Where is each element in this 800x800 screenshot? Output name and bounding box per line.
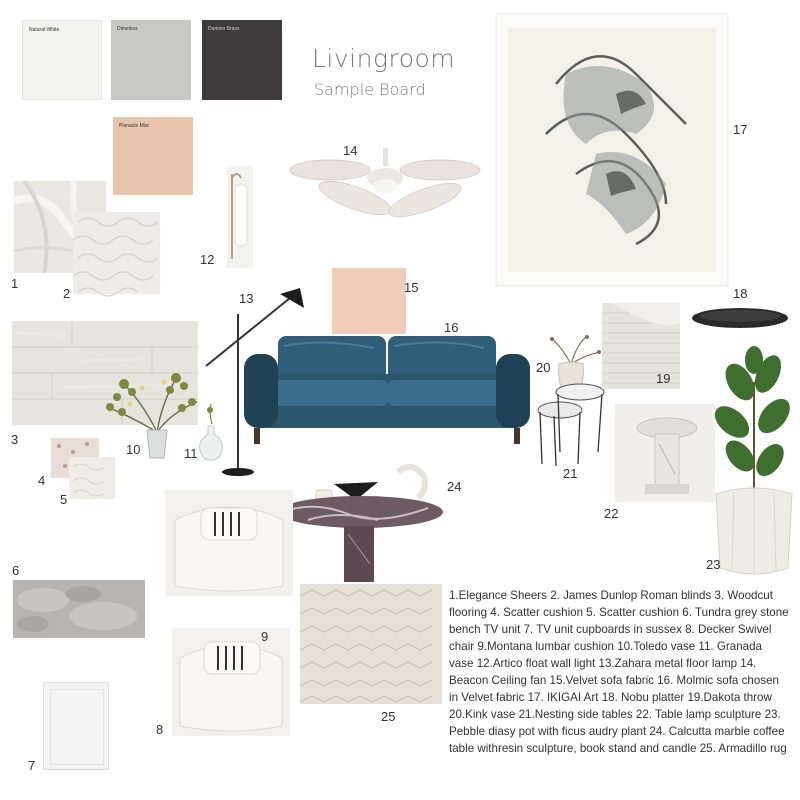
item-number-1: 1	[11, 276, 19, 291]
item-number-11: 11	[184, 446, 198, 461]
item-number-18: 18	[733, 286, 748, 301]
item-number-25: 25	[381, 709, 396, 724]
swatch-label: Pinnacle Mist	[119, 123, 149, 129]
item-number-22: 22	[604, 506, 619, 521]
item-number-20: 20	[536, 360, 551, 375]
swatch-label: Domino Brass	[208, 26, 240, 32]
item-number-13: 13	[239, 291, 254, 306]
item-number-15: 15	[404, 280, 419, 295]
coffee-table-image	[278, 464, 444, 586]
swivel-chair-top-image	[165, 490, 293, 596]
ficus-plant-image	[710, 352, 796, 576]
item-number-5: 5	[60, 492, 68, 507]
paint-swatch-1	[22, 20, 102, 100]
armadillo-rug-image	[300, 584, 442, 704]
wall-light-image	[225, 166, 255, 268]
item-number-2: 2	[63, 286, 71, 301]
paint-swatch-2	[111, 20, 191, 100]
tv-unit-cupboard-image	[43, 682, 109, 770]
art-print-image	[496, 14, 728, 286]
item-number-12: 12	[200, 252, 215, 267]
swatch-label: Dimeless	[117, 26, 138, 32]
item-number-4: 4	[38, 473, 46, 488]
swatch-label: Natural White	[29, 27, 60, 33]
item-number-24: 24	[447, 479, 462, 494]
scatter-cushion-5-image	[69, 457, 115, 499]
ceiling-fan-image	[290, 148, 482, 222]
item-number-16: 16	[444, 320, 459, 335]
item-number-8: 8	[156, 722, 164, 737]
item-number-10: 10	[126, 442, 141, 457]
paint-swatch-3	[202, 20, 282, 100]
item-number-21: 21	[563, 466, 578, 481]
item-number-23: 23	[706, 557, 721, 572]
item-number-7: 7	[28, 758, 36, 773]
board-title: Livingroom	[312, 44, 456, 73]
item-number-6: 6	[12, 563, 20, 578]
item-number-19: 19	[656, 371, 671, 386]
item-legend-text: 1.Elegance Sheers 2. James Dunlop Roman blinds 3. Woodcut flooring 4. Scatter cushion 5. Scatter cushion 6. Tundra grey stone bench TV unit 7. TV unit cupboards in sussex 8. Decker Swivel chair 9.Montana lumbar cushion 10.Toledo vase 11. Granada vase 12.Artico float wall light 13.Zahara metal floor lamp 14. Beacon Ceiling fan 15.Velvet sofa fabric 16. Molmic sofa chosen in Velvet fabric 17. IKIGAI Art 18. Nobu platter 19.Dakota throw 20.Kink vase 21.Nesting side tables 22. Table lamp sculpture 23. Pebble diasy pot with ficus audry plant 24. Calcutta marble coffee table withresin sculpture, book stand and candle 25. Armadillo rug	[449, 589, 789, 755]
swivel-chair-bottom-image	[172, 628, 290, 736]
velvet-fabric-swatch	[332, 268, 406, 334]
platter-image	[690, 306, 790, 330]
stone-bench-image	[13, 580, 145, 638]
paint-swatch-4	[113, 117, 193, 195]
item-number-17: 17	[733, 122, 748, 137]
roman-blind-fabric-image	[73, 212, 160, 294]
board-subtitle: Sample Board	[314, 80, 426, 99]
velvet-sofa-image	[244, 334, 530, 446]
nesting-tables-image	[534, 380, 604, 466]
item-number-3: 3	[11, 432, 19, 447]
item-number-9: 9	[261, 629, 269, 644]
table-lamp-sculpture-image	[615, 404, 715, 502]
item-number-14: 14	[343, 143, 358, 158]
